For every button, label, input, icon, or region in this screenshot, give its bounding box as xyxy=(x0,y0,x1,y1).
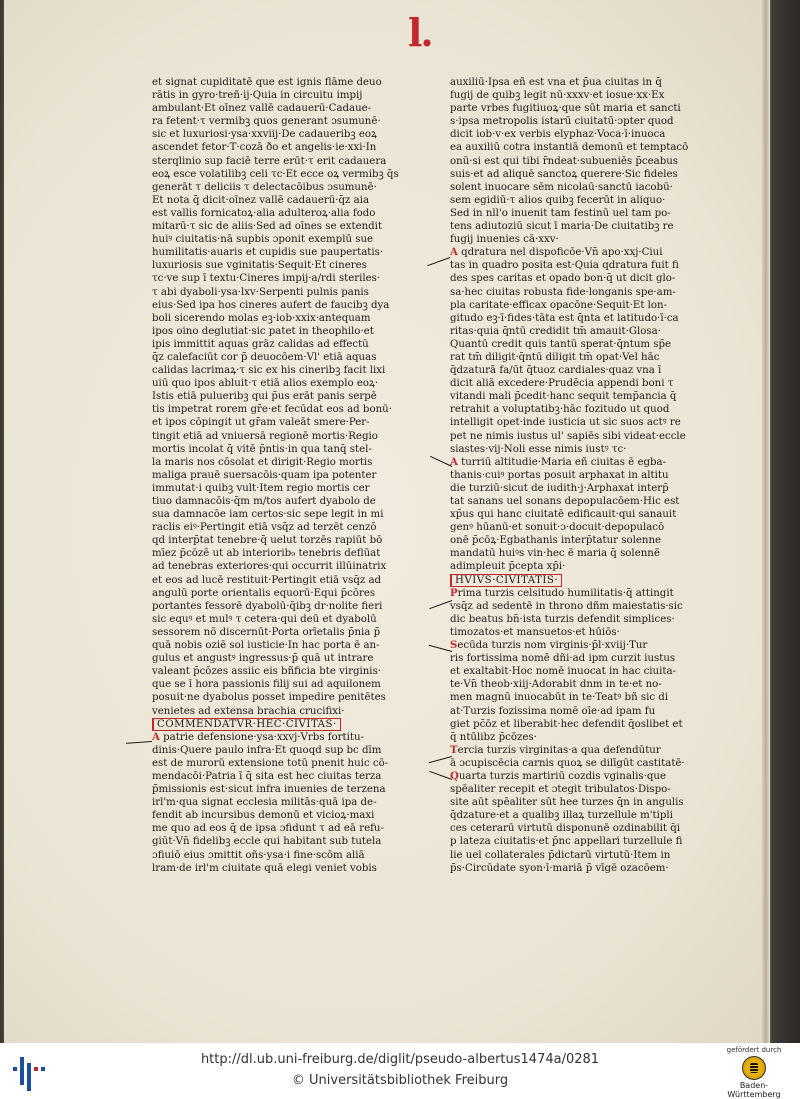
text-line: dinis·Quere paulo infra·Et quoqd sup b̄c dīm xyxy=(152,744,382,756)
text-line: auxiliū·Ipsa eñ est vna et p̄ua ciuitas in q̄ xyxy=(450,77,662,88)
text-line: q̄dzature·et a qualibꝫ illaꝝ turzellule m'tipli xyxy=(450,810,673,822)
text-line: Tercia turzis virginitas·a qua defendūtur xyxy=(450,743,661,756)
text-line: ipos oino deglutiat·sic patet in theophilo·et xyxy=(152,325,374,337)
page-edge xyxy=(762,0,770,1043)
rubric-initial: A xyxy=(450,455,458,468)
permalink-url[interactable]: http://dl.ub.uni-freiburg.de/diglit/pseudo-albertus1474a/0281 xyxy=(200,1052,600,1067)
text-line: mandatū huiꝰs vin·hec ē maria q̄ solennē xyxy=(450,548,660,560)
text-line: est vallis fornicatoꝝ·alia adulteroꝝ·alia fodo xyxy=(152,207,376,219)
text-line: ea auxiliū cotra instantiā demonū et temptacō xyxy=(450,142,689,154)
text-line: Quarta turzis martiriū cozdis vginalis·que xyxy=(450,769,667,782)
text-line: tat sanans uel sonans depopulacōem·Hic est xyxy=(450,496,680,507)
text-line: dicit aliā excedere·Prudēcia appendi boni τ xyxy=(450,378,674,390)
text-line: est de murorū extensione totū pnenit huic cō- xyxy=(152,757,389,769)
text-line: lie uel collaterales p̄dictarū virtutū·Item in xyxy=(450,849,671,861)
text-line: tis impetrat rorem gr̄e·et fecūdat eos ad bonū· xyxy=(152,404,392,416)
text-line: ces ceterarū virtutū disponunē ozdinabilit q̄i xyxy=(450,823,681,835)
text-line: immutat·i quibꝫ vult·Item regio mortis cer xyxy=(152,482,370,494)
rubric-initial: Q xyxy=(450,769,459,782)
text-line: thanis·cuiꝰ portas posuit arphaxat in altitu xyxy=(450,469,669,481)
right-heading-text: HVIVS·CIVITATIS· xyxy=(450,574,562,587)
baden-wuerttemberg-crest-icon xyxy=(742,1056,766,1080)
rubric-initial: A xyxy=(152,730,160,743)
right-text-column xyxy=(450,76,695,875)
text-line: et ipos cōpingit ut gr̄am valeāt smere·Per- xyxy=(152,417,370,429)
text-line: quā nobis oziē sol iusticie·In hac porta ē an- xyxy=(152,640,380,652)
sponsor-label: gefördert durch xyxy=(726,1046,782,1054)
text-line: ris fortissima nomē dñi·ad ipm curzit iustus xyxy=(450,653,676,665)
text-line: huiꝰ ciuitatis·nā supbis ɔponit exemplū sue xyxy=(152,234,374,246)
margin-mark xyxy=(429,645,452,652)
text-line: tingit etiā ad vniuersā regionē mortis·Regio xyxy=(152,430,378,442)
text-line: Quantū credit quis tantū sperat·q̄ntum sp̄e xyxy=(450,338,672,350)
text-line: sic et luxuriosi·ysa·xxviij·De cadaueribꝫ eoꝝ xyxy=(152,129,377,141)
text-line: pla caritate·efficax opacōne·Sequit·Et lon- xyxy=(450,299,668,311)
text-line: posuit·ne dyabolus posset impedire penitētes xyxy=(152,692,386,704)
text-line: fendit ab incursibus demonū et vicioꝝ·maxi xyxy=(152,810,375,822)
text-line: s·ipsa metropolis istarū ciuitatū·ɔpter quod xyxy=(450,116,674,128)
text-line: p lateza ciuitatis·et p̄nc appellari turzellule fi xyxy=(450,836,683,848)
text-line: mitarū·τ sic de aliis·Sed ad oīnes se extendit xyxy=(152,221,383,233)
sponsor-name: Baden-Württemberg xyxy=(727,1081,781,1099)
text-line: tiuo damnacōis·q̄m m/tos aufert dyabolo de xyxy=(152,496,376,507)
rubric-initial: A xyxy=(450,246,458,259)
text-line: mendacōi·Patria ī q̄ sita est hec ciuitas terza xyxy=(152,770,382,782)
text-line: timozatos·et mansuetos·et hūiōs· xyxy=(450,626,620,638)
text-line: die turziū·sicut de iudith·j·Arphaxat interp̄ xyxy=(450,482,669,494)
left-text-column xyxy=(152,76,402,875)
text-line: maliga prauē suersacōis·quam ipa potenter xyxy=(152,469,377,481)
text-line: pet ne nimis iustus ul' sapiēs sibi videat·eccle xyxy=(450,430,686,442)
text-line: eoꝝ esce volatilibꝫ celi τc·Et ecce oꝝ vermibꝫ q̄s xyxy=(152,168,399,180)
manuscript-page xyxy=(4,0,762,1043)
text-line: retrahit a voluptatibꝫ·hāc fozitudo ut quod xyxy=(450,404,670,416)
text-line: q̄ ntūlibz p̄cōzes· xyxy=(450,731,537,743)
text-line: A qdratura nel dispoficōe·Vn̄ apo·xxj·Ciui xyxy=(450,246,663,259)
text-line: que se ī hora passionis filij sui ad aquilonem xyxy=(152,679,381,691)
text-line: tens adiutoziū sicut ī maria·De ciuitatibꝫ re xyxy=(450,221,674,233)
text-line: p̄s·Circūdate syon·ī·mariā p̄ vīgē ozacōem· xyxy=(450,862,669,874)
text-line: boli sicerendo molas eꝫ·iob·xxix·antequam xyxy=(152,312,371,324)
text-line: at·Turzis fozissima nomē oīe·ad ipam fu xyxy=(450,705,656,717)
text-line: A turriū altitudie·Maria eñ ciuitas ē egba- xyxy=(450,455,667,468)
left-column-lines-after-heading xyxy=(152,731,402,875)
text-line: sic equꝰ et mulꝰ τ cetera·qui deū et dyabolū xyxy=(152,613,377,625)
text-line: ritas·quia q̄ntū credidit tm̄ amauit·Glosa· xyxy=(450,325,661,337)
text-line: Secūda turzis nom virginis·p̄l·xviij·Tur xyxy=(450,639,648,652)
text-line: xp̄us qui hanc ciuitatē edificauit·qui sanauit xyxy=(450,509,677,521)
text-line: giet pc̄ōz et liberabit·hec defendit q̄oslibet et xyxy=(450,718,683,730)
text-line: uiū quo ipos abluit·τ etiā alios exemplo eoꝝ· xyxy=(152,378,379,390)
text-line: onū·si est qui tibi r̄ndeat·subueniēs p̄ceabus xyxy=(450,155,679,167)
text-line: p̄missionis est·sicut infra inuenies de terzena xyxy=(152,784,386,796)
margin-mark xyxy=(429,756,452,763)
text-line: humilitatis·auaris et cupidis sue paupertatis· xyxy=(152,247,384,259)
text-line: portantes fessorē dyabolū·q̄ibꝫ d̄r·nolite fieri xyxy=(152,600,383,612)
rubric-initial: S xyxy=(450,639,458,652)
text-line: gulus et angustꝰ ingressus·p̄ quā ut intrare xyxy=(152,653,374,665)
text-line: raclis eiꝰ·Pertingit etiā vsq̄z ad terzēt cenzō xyxy=(152,522,377,534)
text-line: Istis etiā pulueribꝫ qui p̄us erāt panis serpē xyxy=(152,391,377,403)
text-line: spēaliter recepit et ɔtegit tribulatos·Dispo- xyxy=(450,784,671,796)
text-line: te·Vn̄ theob·xiij·Adorabit dnm in te·et no- xyxy=(450,679,662,691)
sponsor-block[interactable] xyxy=(714,1046,794,1099)
text-line: fugij inuenies cā·xxv· xyxy=(450,234,559,246)
text-line: ambulant·Et oīnez vallē cadauerū·Cadaue- xyxy=(152,103,372,115)
text-line: site aūt spēaliter sūt hee turzes q̄n in angulis xyxy=(450,797,684,809)
text-line: q̄z calefaciūt cor p̄ deuocōem·Vl' etiā aquas xyxy=(152,351,377,363)
text-line: ascendet fetor·T·cozā ðo et angelis·ie·xxi·In xyxy=(152,142,377,154)
text-line: parte vrbes fugitiuoꝝ·que sūt maria et sancti xyxy=(450,103,681,115)
text-line: ra fetent·τ vermibꝫ quos generant ɔsumunē· xyxy=(152,116,381,128)
text-line: valeant p̄cōzes assiic eis bñficia bte virginis· xyxy=(152,666,382,678)
text-line: siastes·vij·Noli esse nimis iustꝰ τc· xyxy=(450,443,627,455)
margin-mark xyxy=(429,771,452,780)
text-line: men magnū inuocabūt in te·Teatꝰ bñ sic di xyxy=(450,692,669,704)
text-line: suis·et ad aliquē sanctoꝝ querere·Sic fideles xyxy=(450,168,678,180)
text-line: gitudo eꝫ·ī·fides·tāta est q̄nta et latitudo·ī·ca xyxy=(450,312,679,324)
left-column-lines xyxy=(152,76,402,718)
margin-mark xyxy=(427,257,450,266)
margin-mark xyxy=(429,600,452,609)
text-line: mīez p̄cōzē ut ab interiorib₉ tenebris deflūat xyxy=(152,548,381,560)
text-line: ɔfiuiō eius ɔmittit oñs·ysa·i fine·scōm aliā xyxy=(152,849,365,861)
text-line: q̄dzaturā fa/ūt q̄tuoz cardiales·quaz vna ī xyxy=(450,365,662,377)
text-line: eius·Sed ipa hos cineres aufert de faucibꝫ dya xyxy=(152,299,390,311)
folio-number: l. xyxy=(408,10,432,55)
left-heading-text: COMMENDATVR·HEC·CIVITAS· xyxy=(152,718,341,731)
text-line: vsq̄z ad sedentē in throno dñm maiestatis·sic xyxy=(450,600,683,612)
text-line: A patrie defensione·ysa·xxvj·Vrbs fortitu- xyxy=(152,730,364,743)
text-line: vitandi mali p̄cedit·hanc sequit temp̄ancia q̄ xyxy=(450,391,677,403)
text-line: des spes caritas et opado bon·q̄ ut dicit glo- xyxy=(450,273,676,285)
text-line: qd interp̄tat tenebre·q̄ uelut torzēs rapiūt bō xyxy=(152,535,383,547)
margin-mark xyxy=(126,741,152,744)
text-line: calidas lacrimaꝝ·τ sic ex his cineribꝫ facit lixi xyxy=(152,365,386,377)
text-line: giūt·Vn̄ fidelibꝫ eccle qui habitant sub tutela xyxy=(152,836,382,848)
text-line: Et nota q̄ dicit·oīnez vallē cadauerū·q̄z aia xyxy=(152,194,370,206)
text-line: generāt τ deliciis τ delectacōibus ɔsumunē· xyxy=(152,181,377,193)
text-line: angulū porte orientalis equorū·Equi p̄cōres xyxy=(152,587,376,599)
text-line: ad tenebras exteriores·qui occurrit illūinatrix xyxy=(152,561,387,573)
text-line: et eos ad lucē restituit·Pertingit etiā vsq̄z ad xyxy=(152,574,382,586)
text-line: mortis incolat q̄ vitē p̄ntis·in qua tanq̄ stel- xyxy=(152,443,372,455)
text-line: luxuriosis sue vginitatis·Sequit·Et cineres xyxy=(152,260,367,272)
text-line: sterqlinio sup faciē terre erūt·τ erit cadauera xyxy=(152,155,387,167)
text-line: rat tm̄ diligit·q̄ntū diligit tm̄ opat·Vel hāc xyxy=(450,351,660,363)
text-line: lram·de irl'm ciuitate quā elegi veniet vobis xyxy=(152,862,377,874)
text-line: venietes ad extensa brachia crucifixi· xyxy=(152,705,345,717)
text-line: τ abi dyaboli·ysa·lxv·Serpenti pulnis panis xyxy=(152,286,369,298)
right-column-lines xyxy=(450,76,695,574)
text-line: adimpleuit p̄cepta xp̄i· xyxy=(450,561,566,573)
right-column-lines-after-heading xyxy=(450,587,695,875)
text-line: sessorem nō discernūt·Porta orīetalis p̄nia p̄ xyxy=(152,626,381,638)
text-line: sa·hec ciuitas robusta fide·longanis spe·am- xyxy=(450,286,676,298)
text-line: dicit iob·v·ex verbis elyphaz·Voca·ī·inuoca xyxy=(450,129,666,141)
rubric-initial: T xyxy=(450,743,458,756)
text-line: dic beatus bn̄·ista turzis defendit simplices· xyxy=(450,613,675,625)
text-line: rātis in gyro·treñ·ij·Quia in circuitu impij xyxy=(152,90,363,102)
rubric-initial: P xyxy=(450,586,458,599)
text-line: intelligit opet·inde iusticia ut sic suos actꝰ re xyxy=(450,417,681,429)
text-line: sua damnacōe iam certos·sic sepe legit in mi xyxy=(152,509,384,521)
text-line: solent inuocare sēm nicolaū·sanctū iacobū· xyxy=(450,181,673,193)
left-section-heading xyxy=(152,718,402,731)
copyright-text: © Universitätsbibliothek Freiburg xyxy=(291,1073,509,1088)
text-line: Sed in nll'o inuenit tam festinū uel tam po- xyxy=(450,207,671,219)
viewer-footer xyxy=(0,1043,800,1099)
text-line: et signat cupiditatē que est ignis flāme deuo xyxy=(152,77,382,88)
text-line: me quo ad eos q̄ de ipsa ɔfidunt τ ad eā refu- xyxy=(152,823,384,835)
text-line: ā ɔcupiscēcia carnis quoꝝ se dilīgūt castitatē· xyxy=(450,757,685,769)
text-line: τc·ve sup ī textu·Cineres impij·a/rdi steriles· xyxy=(152,273,381,285)
right-section-heading xyxy=(450,574,695,587)
text-line: onē p̄cōꝝ·Egbathanis interp̄tatur solenne xyxy=(450,535,662,547)
text-line: la maris nos cōsolat et dirigit·Regio mortis xyxy=(152,456,373,468)
text-line: et exaltabit·Hoc nomē inuocat in hac ciuita- xyxy=(450,666,676,678)
text-line: tas in quadro posita est·Quia qdratura fuit fi xyxy=(450,260,679,272)
text-line: irl'm·qua signat ecclesia militās·quā ipa de- xyxy=(152,797,377,809)
text-line: Prima turzis celsitudo humilitatis·q̄ attingit xyxy=(450,586,674,599)
text-line: fugij de quibꝫ legit nū·xxxv·et iosue·xx·Ex xyxy=(450,90,665,102)
text-line: ipis immittit aquas grāz calidas ad effectū xyxy=(152,338,369,350)
margin-mark xyxy=(430,456,452,467)
text-line: sem egidiū·τ alios quibꝫ fecerūt in aliquo· xyxy=(450,194,666,206)
text-line: genꝰ hūanū·et sonuit·ɔ·docuit·depopulacō xyxy=(450,522,665,534)
